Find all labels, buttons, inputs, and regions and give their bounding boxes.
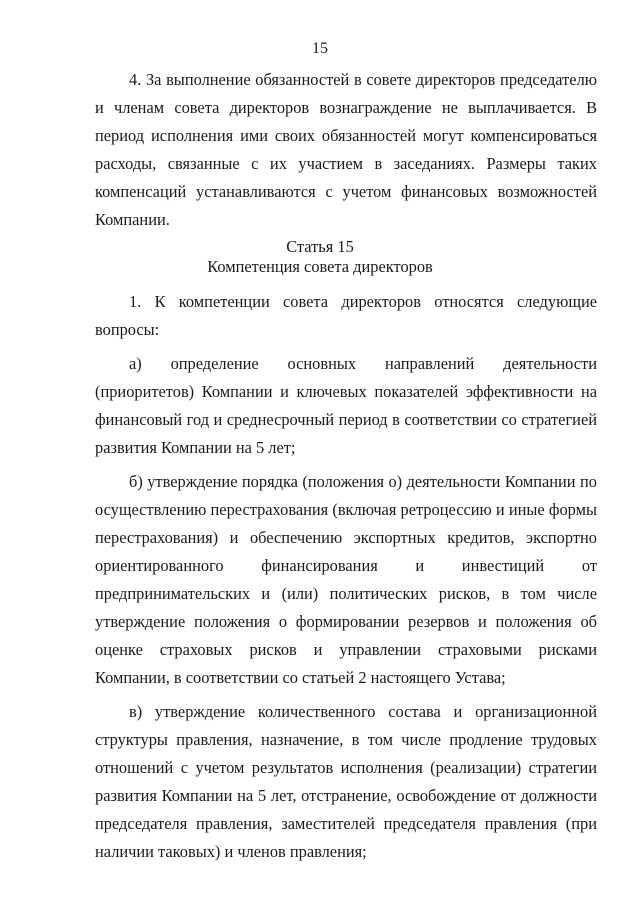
- section-paragraph-4: [95, 66, 597, 234]
- item-a: а) определение основных направлений деятельности (приоритетов) Компании и ключевых показателей эффективности на финансовый год и среднесрочный период в соответствии со стратегией развития Компании на 5 лет;: [95, 354, 597, 457]
- item-v: в) утверждение количественного состава и организационной структуры правления, назначение, в том числе продление трудовых отношений с учетом результатов исполнения (реализации) стратегии развития Компании на 5 лет, отстранение, освобождение от должности председателя правления, заместителей председателя правления (при наличии таковых) и членов правления;: [95, 702, 597, 861]
- article-heading: [0, 237, 640, 277]
- item-1-intro: 1. К компетенции совета директоров относятся следующие вопросы:: [95, 292, 597, 339]
- item-b: б) утверждение порядка (положения о) деятельности Компании по осуществлению перестрахования (включая ретроцессию и иные формы перестрахования) и обеспечению экспортных кредитов, экспортно ориентированного финансирования и инвестиций от предпринимательских и (или) политических рисков, в том числе утверждение положения о формировании резервов и положения об оценке страховых рисков и управлении страховыми рисками Компании, в соответствии со статьей 2 настоящего Устава;: [95, 472, 597, 687]
- page-number: 15: [312, 40, 328, 57]
- article-number: Статья 15: [286, 237, 354, 256]
- article-body: [95, 288, 597, 866]
- article-title: Компетенция совета директоров: [207, 257, 433, 276]
- paragraph-4: 4. За выполнение обязанностей в совете директоров председателю и членам совета директоров вознаграждение не выплачивается. В период исполнения ими своих обязанностей могут компенсироваться расходы, связанные с их участием в заседаниях. Размеры таких компенсаций устанавливаются с учетом финансовых возможностей Компании.: [95, 70, 597, 229]
